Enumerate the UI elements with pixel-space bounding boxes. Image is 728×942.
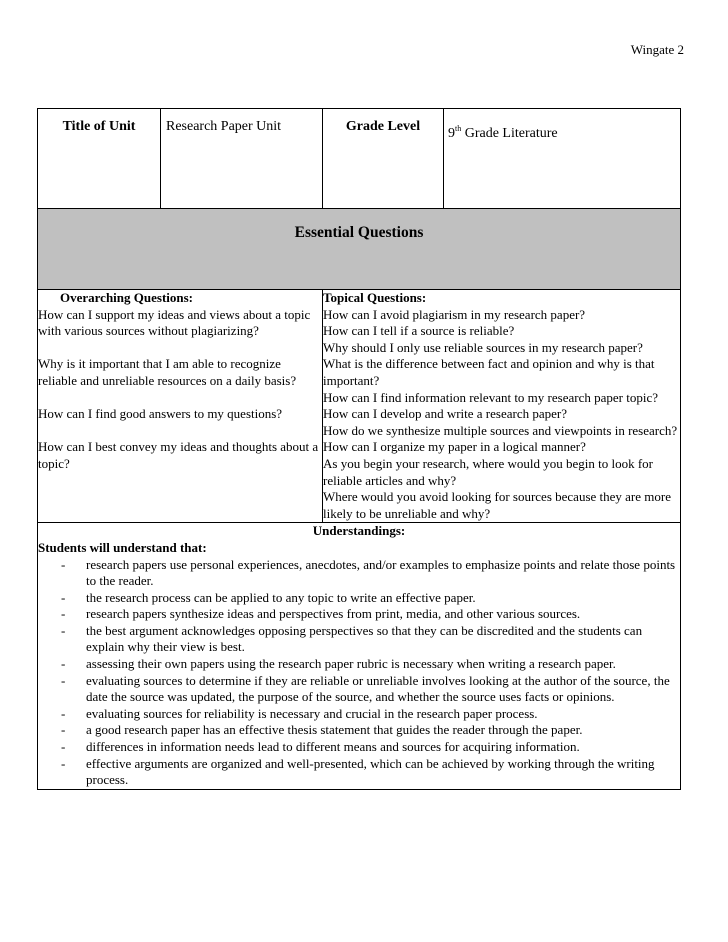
list-item	[38, 673, 680, 706]
list-item	[38, 756, 680, 789]
list-item	[38, 557, 680, 590]
running-head: Wingate 2	[630, 42, 684, 57]
understanding-text: effective arguments are organized and well-presented, which can be achieved by working through the writing process.	[86, 755, 655, 788]
topical-question: How can I organize my paper in a logical manner?	[323, 439, 586, 455]
bullet-dash: -	[61, 656, 66, 672]
unit-plan-table	[37, 108, 681, 790]
essential-questions-banner	[38, 209, 681, 290]
bullet-dash: -	[61, 622, 66, 638]
overarching-question: How can I support my ideas and views about a topic with various sources without plagiarizing?	[38, 306, 311, 339]
topical-question: How do we synthesize multiple sources and viewpoints in research?	[323, 422, 678, 438]
bullet-dash: -	[61, 739, 66, 755]
list-item	[38, 656, 680, 673]
understanding-text: the best argument acknowledges opposing perspectives so that they can be discredited and the students can explain why their view is best.	[86, 622, 643, 655]
essential-questions-title: Essential Questions	[294, 224, 424, 241]
topical-questions-title: Topical Questions:	[323, 290, 427, 305]
grade-level-label: Grade Level	[323, 109, 444, 209]
list-item	[38, 623, 680, 656]
bullet-dash: -	[61, 705, 66, 721]
overarching-question: How can I best convey my ideas and thoughts about a topic?	[38, 439, 319, 471]
grade-level-value	[444, 109, 681, 209]
grade-text: Grade Literature	[461, 126, 558, 141]
topical-question: As you begin your research, where would you begin to look for reliable articles and why?	[323, 455, 653, 488]
understanding-text: a good research paper has an effective thesis statement that guides the reader through the paper.	[86, 722, 583, 738]
overarching-questions-title: Overarching Questions:	[60, 290, 194, 305]
list-item	[38, 590, 680, 607]
understandings-title: Understandings:	[312, 523, 406, 539]
understanding-text: the research process can be applied to any topic to write an effective paper.	[86, 589, 476, 605]
overarching-questions-cell	[38, 290, 323, 523]
essential-questions-row	[38, 209, 681, 290]
understanding-text: evaluating sources for reliability is necessary and crucial in the research paper process.	[86, 705, 538, 721]
title-of-unit-label: Title of Unit	[38, 109, 161, 209]
list-item	[38, 706, 680, 723]
bullet-dash: -	[61, 589, 66, 605]
overarching-question: Why is it important that I am able to recognize reliable and unreliable resources on a daily basis?	[38, 356, 297, 388]
topical-question: What is the difference between fact and opinion and why is that important?	[323, 356, 655, 388]
bullet-dash: -	[61, 722, 66, 738]
topical-question: Why should I only use reliable sources in my research paper?	[323, 339, 643, 355]
understandings-row	[38, 523, 681, 790]
grade-suffix: th	[455, 124, 462, 133]
understandings-lead: Students will understand that:	[38, 539, 207, 555]
list-item	[38, 739, 680, 756]
bullet-dash: -	[61, 556, 66, 572]
understanding-text: assessing their own papers using the research paper rubric is necessary when writing a research paper.	[86, 656, 616, 672]
title-of-unit-value: Research Paper Unit	[161, 109, 323, 209]
bullet-dash: -	[61, 672, 66, 688]
questions-row	[38, 290, 681, 523]
unit-header-row	[38, 109, 681, 209]
bullet-dash: -	[61, 755, 66, 771]
understanding-text: research papers synthesize ideas and perspectives from print, media, and other various sources.	[86, 606, 581, 622]
topical-questions-cell	[323, 290, 681, 523]
list-item	[38, 722, 680, 739]
topical-question: How can I find information relevant to my research paper topic?	[323, 389, 658, 405]
understandings-list	[38, 557, 680, 789]
overarching-question: How can I find good answers to my questions?	[38, 406, 283, 422]
topical-question: How can I tell if a source is reliable?	[323, 323, 515, 339]
list-item	[38, 606, 680, 623]
topical-question: Where would you avoid looking for sources because they are more likely to be unreliable and why?	[323, 489, 671, 521]
understanding-text: research papers use personal experiences, anecdotes, and/or examples to emphasize points and relate those points to the reader.	[86, 556, 676, 589]
grade-number: 9	[448, 126, 455, 141]
understanding-text: evaluating sources to determine if they are reliable or unreliable involves looking at the author of the source, the date the source was updated, the purpose of the source, and whether the source uses facts or opinions.	[86, 672, 670, 705]
topical-question: How can I avoid plagiarism in my research paper?	[323, 306, 586, 322]
topical-question: How can I develop and write a research paper?	[323, 406, 567, 422]
understandings-cell	[38, 523, 681, 790]
bullet-dash: -	[61, 606, 66, 622]
understanding-text: differences in information needs lead to different means and sources for acquiring information.	[86, 739, 580, 755]
